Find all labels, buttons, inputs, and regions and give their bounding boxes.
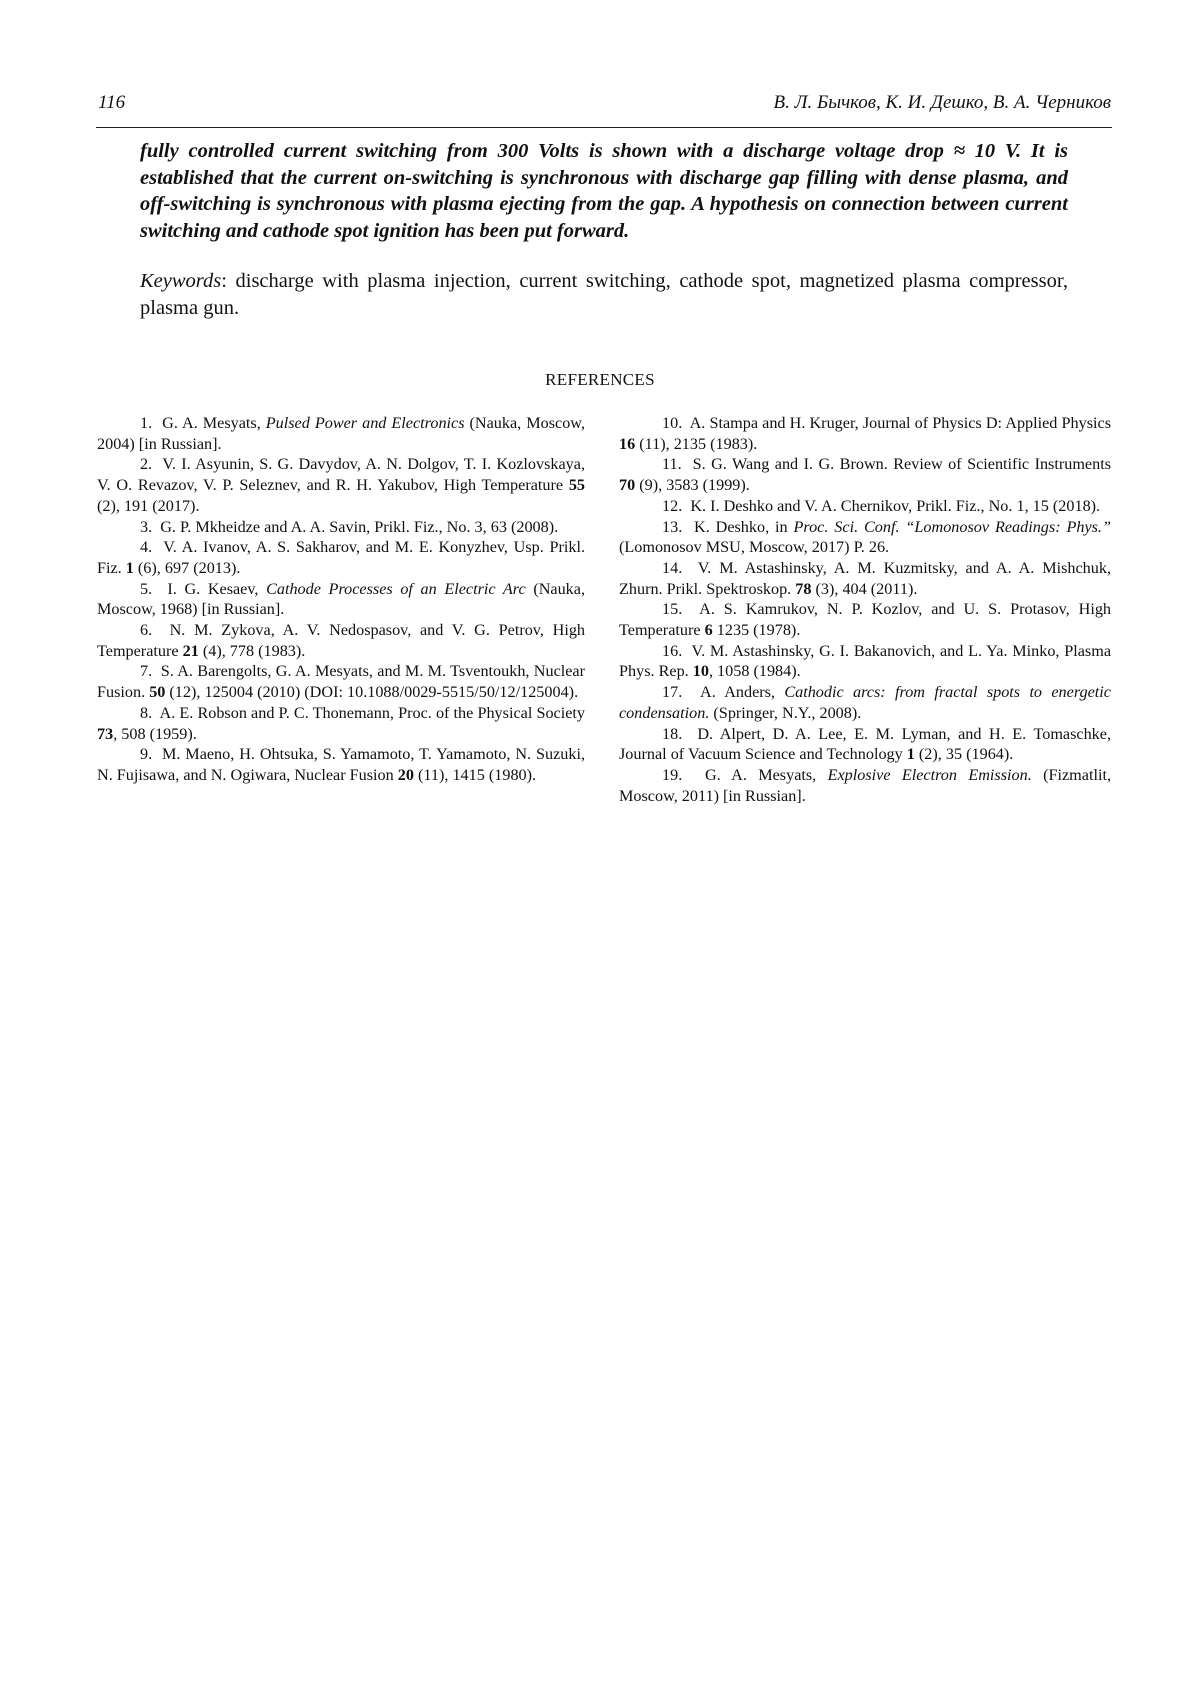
reference-title: Proc. Sci. Conf. “Lomonosov Readings: Phys.” xyxy=(793,517,1111,536)
reference-text: (6), 697 (2013). xyxy=(133,558,241,577)
reference-text: (12), 125004 (2010) (DOI: 10.1088/0029-5515/50/12/125004). xyxy=(165,683,579,702)
reference-volume: 1 xyxy=(906,745,915,764)
reference-text: (2), 35 (1964). xyxy=(914,745,1014,764)
running-head-authors: В. Л. Бычков, К. И. Дешко, В. А. Черников xyxy=(773,92,1111,113)
reference-item xyxy=(97,620,585,661)
reference-title: Cathode Processes of an Electric Arc xyxy=(266,579,526,598)
reference-item xyxy=(97,579,585,620)
reference-item xyxy=(619,641,1111,682)
reference-text: (Lomonosov MSU, Moscow, 2017) P. 26. xyxy=(619,538,890,557)
reference-text: (Springer, N.Y., 2008). xyxy=(709,703,862,722)
reference-text: K. Deshko, in xyxy=(694,517,794,536)
references-column-left xyxy=(97,413,585,786)
reference-text: (9), 3583 (1999). xyxy=(635,476,750,495)
reference-text: V. I. Asyunin, S. G. Davydov, A. N. Dolgov, T. I. Kozlovskaya, V. O. Revazov, V. P. Seleznev, and R. H. Yakubov, High Temperature xyxy=(97,455,585,495)
reference-text: V. M. Astashinsky, G. I. Bakanovich, and L. Ya. Minko, Plasma Phys. Rep. xyxy=(619,641,1111,681)
reference-text: I. G. Kesaev, xyxy=(167,579,267,598)
reference-text: , 1058 (1984). xyxy=(708,662,801,681)
reference-text: K. I. Deshko and V. A. Chernikov, Prikl. Fiz., No. 1, 15 (2018). xyxy=(690,496,1101,515)
reference-volume: 20 xyxy=(397,765,414,784)
reference-number: 17. xyxy=(662,683,683,702)
reference-text: (11), 1415 (1980). xyxy=(413,765,537,784)
page-number: 116 xyxy=(98,92,126,113)
reference-text: N. M. Zykova, A. V. Nedospasov, and V. G. Petrov, High Temperature xyxy=(97,621,586,660)
reference-volume: 50 xyxy=(149,683,166,702)
reference-number: 14. xyxy=(662,558,683,577)
reference-number: 18. xyxy=(662,724,683,743)
reference-text: S. A. Barengolts, G. A. Mesyats, and M. M. Tsventoukh, Nuclear Fusion. xyxy=(97,662,586,702)
keywords-text: : discharge with plasma injection, current switching, cathode spot, magnetized plasma compressor, plasma gun. xyxy=(140,270,1068,319)
reference-volume: 1 xyxy=(125,558,134,577)
reference-item xyxy=(97,744,585,785)
reference-volume: 55 xyxy=(568,476,585,495)
reference-item xyxy=(97,661,585,702)
reference-text: (11), 2135 (1983). xyxy=(635,434,758,453)
running-head xyxy=(98,92,1111,122)
reference-number: 19. xyxy=(662,765,683,784)
reference-text: (Nauka, Moscow, 2004) [in Russian]. xyxy=(97,414,585,453)
abstract-text: fully controlled current switching from 300 Volts is shown with a discharge voltage drop ≈ 10 V. It is established that the current on-switching is synchronous with discharge gap filling with dense plasma, and off-switching is synchronous with plasma ejecting from the gap. A hypothesis on connection between current switching and cathode spot ignition has been put forward. xyxy=(140,140,1068,242)
reference-item xyxy=(619,599,1111,640)
keywords-label: Keywords xyxy=(140,270,222,292)
reference-volume: 70 xyxy=(619,476,636,495)
reference-text: G. A. Mesyats, xyxy=(704,765,828,784)
reference-item xyxy=(619,558,1111,599)
reference-text: (2), 191 (2017). xyxy=(97,496,200,515)
reference-text: V. M. Astashinsky, A. M. Kuzmitsky, and A. A. Mishchuk, Zhurn. Prikl. Spektroskop. xyxy=(619,558,1111,598)
reference-volume: 21 xyxy=(182,641,199,660)
reference-number: 10. xyxy=(662,414,683,432)
reference-text: D. Alpert, D. A. Lee, E. M. Lyman, and H. E. Tomaschke, Journal of Vacuum Science and Technology xyxy=(619,724,1111,764)
reference-number: 3. xyxy=(140,517,153,536)
reference-item xyxy=(97,537,585,578)
reference-item xyxy=(619,765,1111,806)
reference-number: 13. xyxy=(662,517,683,536)
reference-item xyxy=(97,517,585,538)
reference-text: , 508 (1959). xyxy=(113,724,197,743)
references-column-right xyxy=(619,413,1111,806)
reference-text: G. P. Mkheidze and A. A. Savin, Prikl. Fiz., No. 3, 63 (2008). xyxy=(160,517,559,536)
reference-text: (Nauka, Moscow, 1968) [in Russian]. xyxy=(97,579,585,619)
reference-number: 9. xyxy=(140,745,153,764)
reference-volume: 78 xyxy=(795,579,812,598)
reference-number: 2. xyxy=(140,455,153,474)
reference-number: 11. xyxy=(662,455,682,474)
reference-text: (3), 404 (2011). xyxy=(811,579,918,598)
reference-number: 1. xyxy=(140,414,153,432)
reference-volume: 6 xyxy=(704,621,713,640)
reference-title: Cathodic arcs: from fractal spots to energetic condensation. xyxy=(619,683,1111,722)
reference-text: 1235 (1978). xyxy=(712,621,801,640)
reference-volume: 73 xyxy=(97,724,114,743)
reference-number: 16. xyxy=(662,641,683,660)
reference-title: Explosive Electron Emission. xyxy=(827,765,1032,784)
header-rule xyxy=(96,127,1112,128)
reference-text: A. Stampa and H. Kruger, Journal of Physics D: Applied Physics xyxy=(689,414,1111,432)
reference-text: A. Anders, xyxy=(700,683,785,702)
reference-text: M. Maeno, H. Ohtsuka, S. Yamamoto, T. Yamamoto, N. Suzuki, N. Fujisawa, and N. Ogiwara, Nuclear Fusion xyxy=(97,745,585,784)
reference-volume: 10 xyxy=(692,662,709,681)
reference-number: 8. xyxy=(140,703,153,722)
reference-item xyxy=(97,413,585,454)
reference-number: 5. xyxy=(140,579,153,598)
reference-item xyxy=(619,454,1111,495)
reference-volume: 16 xyxy=(619,434,636,453)
reference-number: 15. xyxy=(662,600,683,619)
reference-text: A. S. Kamrukov, N. P. Kozlov, and U. S. Protasov, High Temperature xyxy=(619,600,1112,640)
reference-text: A. E. Robson and P. C. Thonemann, Proc. of the Physical Society xyxy=(159,703,586,722)
reference-number: 4. xyxy=(140,538,153,557)
reference-text: S. G. Wang and I. G. Brown. Review of Scientific Instruments xyxy=(692,455,1112,474)
reference-number: 7. xyxy=(140,662,153,681)
reference-text: V. A. Ivanov, A. S. Sakharov, and M. E. Konyzhev, Usp. Prikl. Fiz. xyxy=(97,538,585,577)
reference-item xyxy=(619,413,1111,454)
reference-number: 6. xyxy=(140,621,153,640)
reference-item xyxy=(619,724,1111,765)
reference-item xyxy=(619,517,1111,558)
reference-text: (4), 778 (1983). xyxy=(198,641,306,660)
reference-item xyxy=(97,454,585,516)
reference-item xyxy=(97,703,585,744)
reference-title: Pulsed Power and Electronics xyxy=(265,414,465,432)
reference-item xyxy=(619,682,1111,723)
reference-number: 12. xyxy=(662,496,683,515)
reference-item xyxy=(619,496,1111,517)
reference-text: (Fizmatlit, Moscow, 2011) [in Russian]. xyxy=(619,765,1111,805)
keywords xyxy=(140,268,1068,322)
reference-text: G. A. Mesyats, xyxy=(162,414,266,432)
references-heading: REFERENCES xyxy=(545,370,655,389)
